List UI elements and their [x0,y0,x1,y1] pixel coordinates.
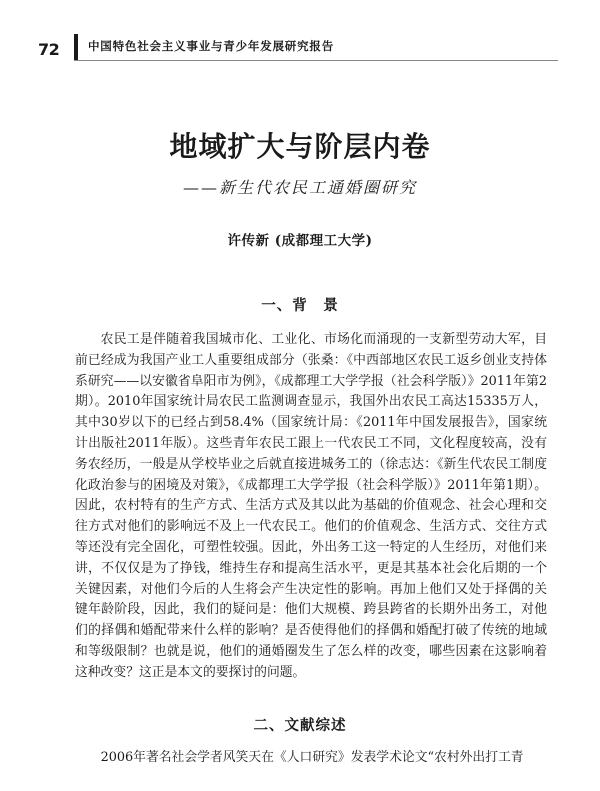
section-heading-literature-review: 二、文献综述 [253,717,347,734]
background-paragraph: 农民工是伴随着我国城市化、工业化、市场化而涌现的一支新型劳动大军，目前已经成为我国产业工人重要组成部分（张桑：《中西部地区农民工返乡创业支持体系研究——以安徽省阜阳市为例》，《成都理工大学学报（社会科学版）》2011年第2期）。2010年国家统计局农民工监测调查显示，我国外出农民工高达15335万人，其中30岁以下的已经占到58.4%（国家统计局：《2011年中国发展报告》，国家统计出版社2011年版）。这些青年农民工跟上一代农民工不同，文化程度较高，没有务农经历，一般是从学校毕业之后就直接进城务工的（徐志达：《新生代农民工制度化政治参与的困境及对策》，《成都理工大学学报（社会科学版）》2011年第1期）。因此，农村特有的生产方式、生活方式及其以此为基础的价值观念、社会心理和交往方式对他们的影响远不及上一代农民工。他们的价值观念、生活方式、交往方式等还没有完全固化，可塑性较强。因此，外出务工这一特定的人生经历，对他们来讲，不仅仅是为了挣钱，维持生存和提高生活水平，更是其基本社会化后期的一个关键因素，对他们今后的人生将会产生决定性的影响。再加上他们又处于择偶的关键年龄阶段，因此，我们的疑问是：他们大规模、跨县跨省的长期外出务工，对他们的择偶和婚配带来什么样的影响？是否使得他们的择偶和婚配打破了传统的地域和等级限制？也就是说，他们的通婚圈发生了怎么样的改变，哪些因素在这影响着这种改变？这正是本文的要探讨的问题。 [75,332,547,680]
running-title: 中国特色社会主义事业与青少年发展研究报告 [88,39,334,53]
article-author: 许传新 (成都理工大学) [227,233,373,249]
header-vertical-rule [74,34,78,60]
header-horizontal-rule [74,60,558,61]
article-title: 地域扩大与阶层内卷 [169,130,431,163]
literature-review-paragraph: 2006年著名社会学者风笑天在《人口研究》发表学术论文“农村外出打工青 [100,750,524,765]
section-heading-background: 一、背 景 [261,297,339,314]
page-number: 72 [38,40,60,59]
article-subtitle: ——新生代农民工通婚圈研究 [182,178,417,197]
